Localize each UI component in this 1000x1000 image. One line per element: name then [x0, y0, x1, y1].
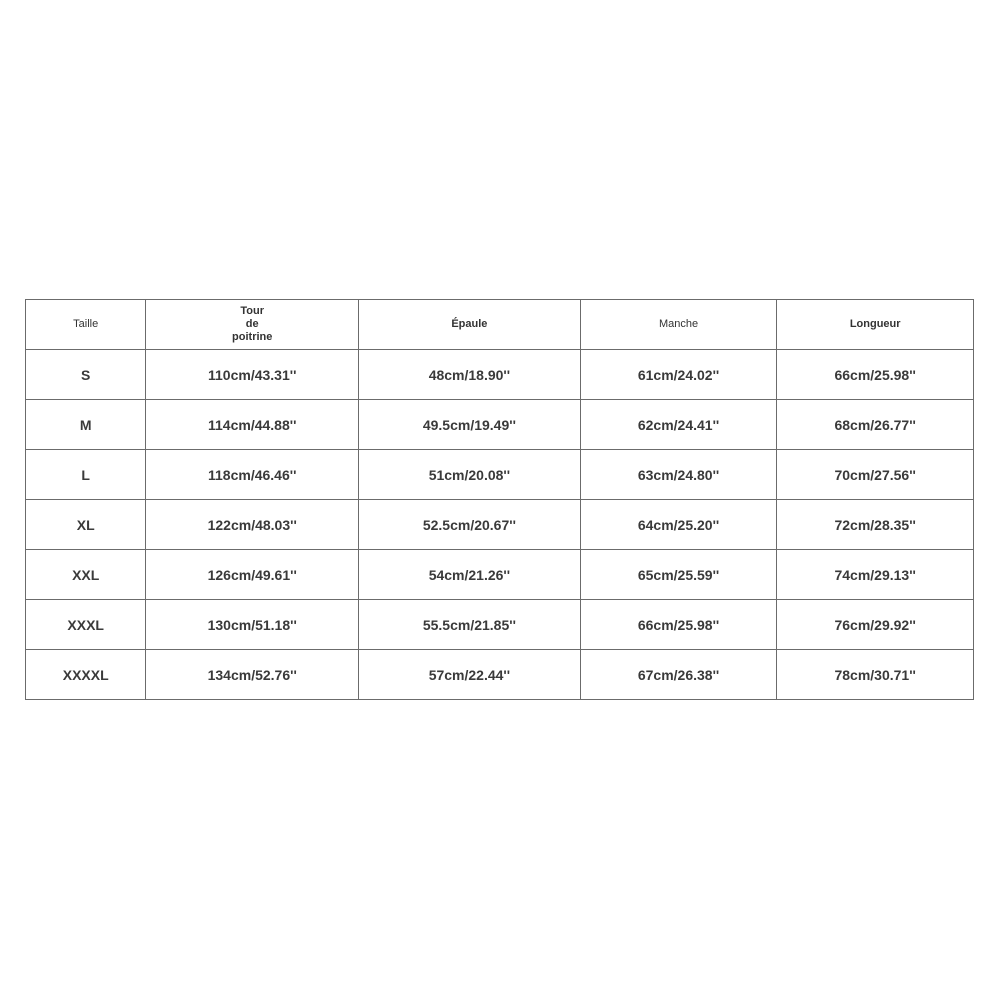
cell-length: 72cm/28.35''	[777, 500, 974, 550]
cell-shoulder: 52.5cm/20.67''	[359, 500, 581, 550]
header-chest-line1: Tour	[240, 305, 265, 317]
header-chest-line3: poitrine	[232, 331, 273, 343]
cell-sleeve: 63cm/24.80''	[580, 450, 777, 500]
header-shoulder: Épaule	[359, 300, 581, 350]
cell-length: 78cm/30.71''	[777, 650, 974, 700]
cell-chest: 110cm/43.31''	[146, 350, 359, 400]
table-row	[26, 650, 974, 700]
table-row	[26, 550, 974, 600]
cell-chest: 114cm/44.88''	[146, 400, 359, 450]
cell-sleeve: 64cm/25.20''	[580, 500, 777, 550]
table-row	[26, 600, 974, 650]
table-row	[26, 450, 974, 500]
table-row	[26, 350, 974, 400]
cell-sleeve: 66cm/25.98''	[580, 600, 777, 650]
cell-size: XXL	[26, 550, 146, 600]
cell-size: XXXXL	[26, 650, 146, 700]
cell-shoulder: 57cm/22.44''	[359, 650, 581, 700]
header-length: Longueur	[777, 300, 974, 350]
size-chart-table	[25, 299, 974, 700]
table-row	[26, 500, 974, 550]
cell-shoulder: 49.5cm/19.49''	[359, 400, 581, 450]
cell-shoulder: 48cm/18.90''	[359, 350, 581, 400]
cell-size: S	[26, 350, 146, 400]
header-chest	[146, 300, 359, 350]
cell-sleeve: 67cm/26.38''	[580, 650, 777, 700]
cell-size: XXXL	[26, 600, 146, 650]
header-chest-line2: de	[245, 318, 259, 330]
table-row	[26, 400, 974, 450]
cell-length: 66cm/25.98''	[777, 350, 974, 400]
size-chart-body	[26, 350, 974, 700]
cell-shoulder: 54cm/21.26''	[359, 550, 581, 600]
header-row	[26, 300, 974, 350]
cell-sleeve: 65cm/25.59''	[580, 550, 777, 600]
cell-chest: 134cm/52.76''	[146, 650, 359, 700]
cell-shoulder: 51cm/20.08''	[359, 450, 581, 500]
cell-shoulder: 55.5cm/21.85''	[359, 600, 581, 650]
cell-chest: 118cm/46.46''	[146, 450, 359, 500]
cell-sleeve: 61cm/24.02''	[580, 350, 777, 400]
cell-chest: 130cm/51.18''	[146, 600, 359, 650]
size-chart-header	[26, 300, 974, 350]
cell-length: 76cm/29.92''	[777, 600, 974, 650]
header-sleeve: Manche	[580, 300, 777, 350]
cell-size: L	[26, 450, 146, 500]
cell-size: XL	[26, 500, 146, 550]
cell-sleeve: 62cm/24.41''	[580, 400, 777, 450]
header-size: Taille	[26, 300, 146, 350]
cell-length: 70cm/27.56''	[777, 450, 974, 500]
cell-chest: 126cm/49.61''	[146, 550, 359, 600]
cell-length: 68cm/26.77''	[777, 400, 974, 450]
cell-size: M	[26, 400, 146, 450]
cell-length: 74cm/29.13''	[777, 550, 974, 600]
cell-chest: 122cm/48.03''	[146, 500, 359, 550]
